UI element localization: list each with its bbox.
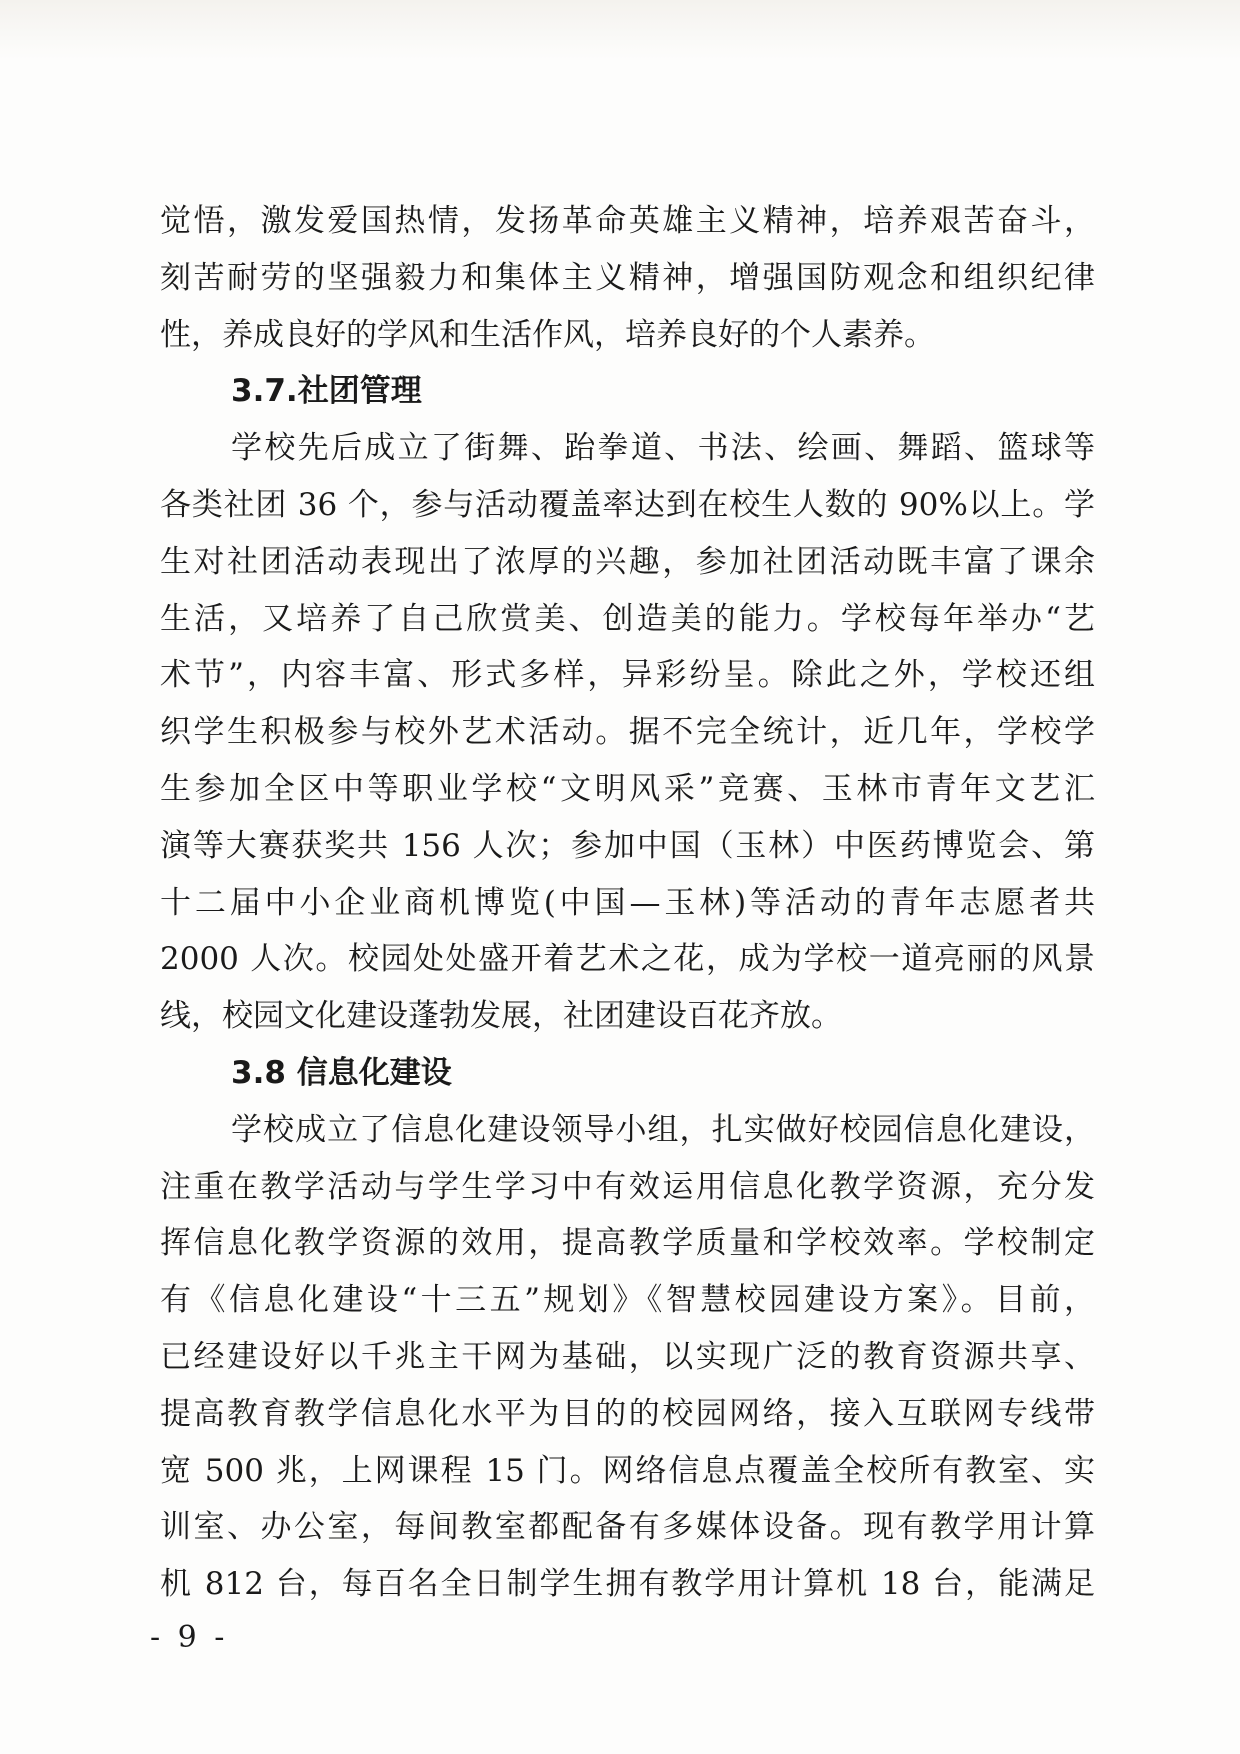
paragraph-informatization: [160, 1102, 1095, 1613]
text-line: 刻苦耐劳的坚强毅力和集体主义精神，增强国防观念和组织纪律: [160, 259, 1095, 296]
paragraph-continuation: [160, 193, 1095, 363]
text-line: 提高教育教学信息化水平为目的的校园网络，接入互联网专线带: [160, 1395, 1095, 1432]
text-line: 觉悟，激发爱国热情，发扬革命英雄主义精神，培养艰苦奋斗，: [160, 203, 1095, 239]
text-line: 演等大赛获奖共 156 人次；参加中国（玉林）中医药博览会、第: [160, 827, 1095, 864]
text-line: 术节”，内容丰富、形式多样，异彩纷呈。除此之外，学校还组: [160, 657, 1095, 694]
text-line: 生活，又培养了自己欣赏美、创造美的能力。学校每年举办“艺: [160, 600, 1095, 637]
text-line: 宽 500 兆，上网课程 15 门。网络信息点覆盖全校所有教室、实: [160, 1452, 1095, 1489]
text-line: 线，校园文化建设蓬勃发展，社团建设百花齐放。: [160, 998, 842, 1035]
text-line: 2000 人次。校园处处盛开着艺术之花，成为学校一道亮丽的风景: [160, 941, 1095, 978]
text-line: 生对社团活动表现出了浓厚的兴趣，参加社团活动既丰富了课余: [160, 543, 1095, 580]
paragraph-club-management: [160, 420, 1095, 1045]
section-heading-club-management: 3.7.社团管理: [231, 373, 422, 410]
text-line: 挥信息化教学资源的效用，提高教学质量和学校效率。学校制定: [160, 1225, 1095, 1262]
text-line: 织学生积极参与校外艺术活动。据不完全统计，近几年，学校学: [160, 714, 1095, 751]
scan-edge-shade: [0, 0, 1240, 60]
text-line: 性，养成良好的学风和生活作风，培养良好的个人素养。: [160, 316, 935, 353]
text-line: 生参加全区中等职业学校“文明风采”竞赛、玉林市青年文艺汇: [160, 770, 1095, 807]
text-line: 学校先后成立了街舞、跆拳道、书法、绘画、舞蹈、篮球等: [231, 430, 1095, 467]
text-line: 注重在教学活动与学生学习中有效运用信息化教学资源，充分发: [160, 1168, 1095, 1205]
text-line: 十二届中小企业商机博览(中国—玉林)等活动的青年志愿者共: [160, 884, 1095, 921]
page-number: - 9 -: [150, 1620, 229, 1655]
text-line: 有《信息化建设“十三五”规划》《智慧校园建设方案》。目前，: [160, 1282, 1095, 1319]
text-line: 训室、办公室，每间教室都配备有多媒体设备。现有教学用计算: [160, 1509, 1095, 1546]
text-line: 已经建设好以千兆主干网为基础，以实现广泛的教育资源共享、: [160, 1338, 1095, 1375]
document-body: [160, 193, 1095, 1613]
text-line: 学校成立了信息化建设领导小组，扎实做好校园信息化建设，: [231, 1111, 1095, 1148]
section-heading-informatization: 3.8 信息化建设: [231, 1054, 452, 1091]
text-line: 各类社团 36 个，参与活动覆盖率达到在校生人数的 90%以上。学: [160, 486, 1095, 523]
text-line: 机 812 台，每百名全日制学生拥有教学用计算机 18 台，能满足: [160, 1566, 1095, 1603]
